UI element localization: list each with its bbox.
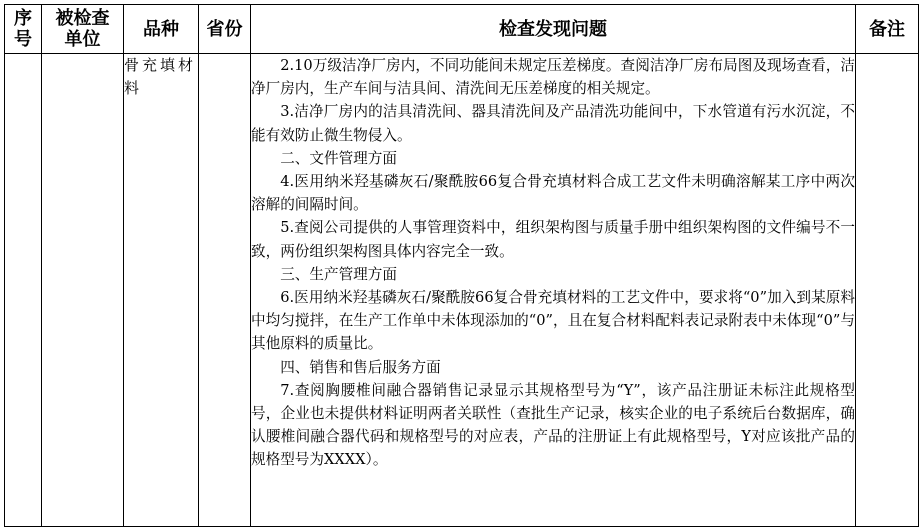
cell-unit [42, 54, 124, 527]
issue-paragraph: 6.医用纳米羟基磷灰石/聚酰胺66复合骨充填材料的工艺文件中，要求将“0”加入到某原料中均匀搅拌，在生产工作单中未体现添加的“0”，且在复合材料配料表记录附表中未体现“0”与其他原料的质量比。 [251, 289, 855, 353]
section-heading: 二、文件管理方面 [280, 149, 397, 167]
issue-paragraph: 5.查阅公司提供的人事管理资料中，组织架构图与质量手册中组织架构图的文件编号不一致，两份组织架构图具体内容完全一致。 [251, 219, 855, 260]
issue-paragraph: 3.洁净厂房内的洁具清洗间、器具清洗间及产品清洗功能间中，下水管道有污水沉淀，不能有效防止微生物侵入。 [251, 103, 855, 144]
issue-paragraph: 7.查阅胸腰椎间融合器销售记录显示其规格型号为“Y”，该产品注册证未标注此规格型号，企业也未提供材料证明两者关联性（查批生产记录，核实企业的电子系统后台数据库，确认腰椎间融合器代码和规格型号的对应表，产品的注册证上有此规格型号，Y对应该批产品的规格型号为XXXX）。 [251, 381, 855, 469]
header-seq-line-1: 序 [14, 8, 32, 29]
header-unit-line-1: 被检查 [55, 8, 110, 29]
header-issues: 检查发现问题 [251, 5, 856, 54]
header-unit [42, 5, 124, 54]
issue-paragraph: 2.10万级洁净厂房内，不同功能间未规定压差梯度。查阅洁净厂房布局图及现场查看，洁净厂房内，生产车间与洁具间、清洗间无压差梯度的相关规定。 [251, 57, 855, 98]
section-heading: 四、销售和售后服务方面 [280, 358, 441, 376]
cell-remarks [856, 54, 919, 527]
header-variety: 品种 [124, 5, 199, 54]
header-province: 省份 [199, 5, 251, 54]
header-seq-line-2: 号 [14, 29, 32, 50]
header-remarks: 备注 [856, 5, 919, 54]
cell-variety: 骨充填材料 [124, 54, 199, 527]
issue-paragraph: 4.医用纳米羟基磷灰石/聚酰胺66复合骨充填材料合成工艺文件未明确溶解某工序中两次溶解的间隔时间。 [251, 173, 855, 214]
section-heading: 三、生产管理方面 [280, 265, 397, 283]
header-seq [5, 5, 42, 54]
header-row [5, 5, 919, 54]
cell-province [199, 54, 251, 527]
cell-seq [5, 54, 42, 527]
table-row [5, 54, 919, 527]
cell-issues [251, 54, 856, 527]
inspection-table [4, 4, 919, 527]
header-unit-line-2: 单位 [64, 29, 101, 50]
